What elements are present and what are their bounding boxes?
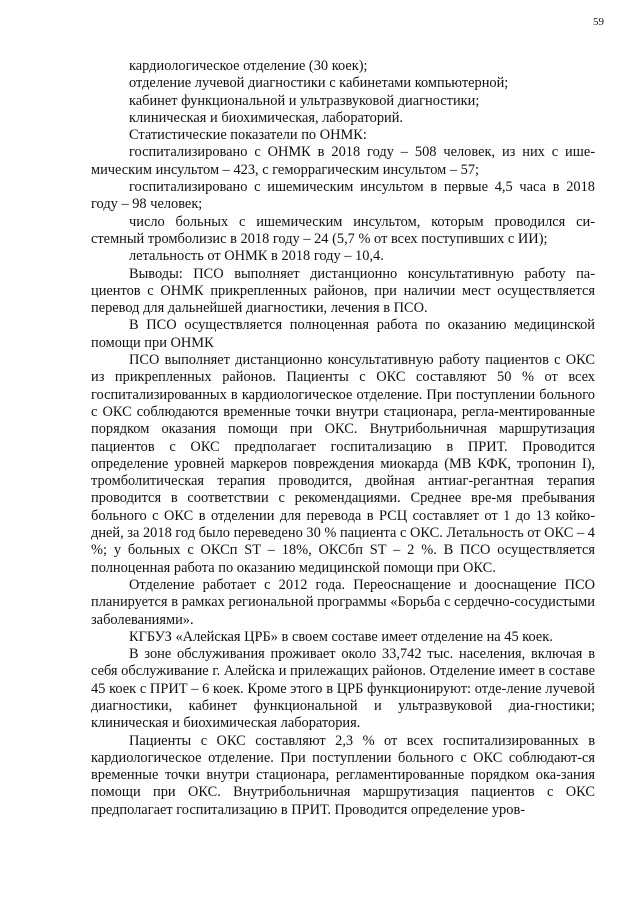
paragraph: ПСО выполняет дистанционно консультативную работу пациентов с ОКС из прикрепленных районов. Пациенты с ОКС составляют 50 % от всех госпитализированных в кардиологическое отделение. При поступлении больного с ОКС соблюдаются временные точки внутри стационара, регла-ментированные порядком оказания помощи при ОКС. Внутрибольничная маршрутизация пациентов с ОКС предполагает госпитализацию в ПРИТ. Проводится определение уровней маркеров повреждения миокарда (МВ КФК, тропонин I), тромболитическая терапия проводится, двойная антиаг-регантная терапия проводится в соответствии с рекомендациями. Среднее вре-мя пребывания больного с ОКС в отделении для перевода в РСЦ составляет от 1 до 13 койко-дней, за 2018 год было переведено 30 % пациента с ОКС. Летальность от ОКС – 4 %; у больных с ОКСп ST – 18%, ОКСбп ST – 2 %. В ПСО осуществляется полноценная работа по оказанию медицинской помощи при ОКС.: [91, 352, 595, 576]
paragraph: В ПСО осуществляется полноценная работа по оказанию медицинской помощи при ОНМК: [91, 317, 595, 351]
paragraph: Отделение работает с 2012 года. Переоснащение и дооснащение ПСО планируется в рамках региональной программы «Борьба с сердечно-сосудистыми заболеваниями».: [91, 576, 595, 628]
paragraph: Пациенты с ОКС составляют 2,3 % от всех госпитализированных в кардиологическое отделение. При поступлении больного с ОКС соблюдают-ся временные точки внутри стационара, регламентированные порядком ока-зания помощи при ОКС. Внутрибольничная маршрутизация пациентов с ОКС предполагает госпитализацию в ПРИТ. Проводится определение уров-: [91, 732, 595, 818]
paragraph: кабинет функциональной и ультразвуковой диагностики;: [129, 92, 480, 109]
paragraph: отделение лучевой диагностики с кабинетами компьютерной;: [129, 75, 509, 92]
paragraph: госпитализировано с ОНМК в 2018 году – 508 человек, из них с ише-мическим инсультом – 423, с геморрагическим инсультом – 57;: [91, 144, 595, 178]
paragraph: В зоне обслуживания проживает около 33,742 тыс. населения, включая в себя обслуживание г. Алейска и прилежащих районов. Отделение имеет в составе 45 коек с ПРИТ – 6 коек. Кроме этого в ЦРБ функционируют: отде-ление лучевой диагностики, кабинет функциональной и ультразвуковой диа-гностики; клиническая и биохимическая лаборатория.: [91, 646, 595, 732]
paragraph: кардиологическое отделение (30 коек);: [129, 58, 368, 74]
paragraph: число больных с ишемическим инсультом, которым проводился си-стемный тромболизис в 2018 году – 24 (5,7 % от всех поступивших с ИИ);: [91, 213, 595, 247]
body-text: [91, 58, 595, 819]
paragraph: клиническая и биохимическая, лабораторий.: [129, 109, 404, 126]
paragraph: госпитализировано с ишемическим инсультом в первые 4,5 часа в 2018 году – 98 человек;: [91, 179, 595, 213]
page-number: 59: [593, 16, 604, 28]
paragraph: летальность от ОНМК в 2018 году – 10,4.: [129, 248, 384, 265]
paragraph: Выводы: ПСО выполняет дистанционно консультативную работу па-циентов с ОНМК прикрепленных районов, при наличии мест осуществляется перевод для дальнейшей диагностики, лечения в ПСО.: [91, 265, 595, 317]
paragraph: Статистические показатели по ОНМК:: [129, 127, 367, 144]
paragraph: КГБУЗ «Алейская ЦРБ» в своем составе имеет отделение на 45 коек.: [129, 628, 553, 645]
